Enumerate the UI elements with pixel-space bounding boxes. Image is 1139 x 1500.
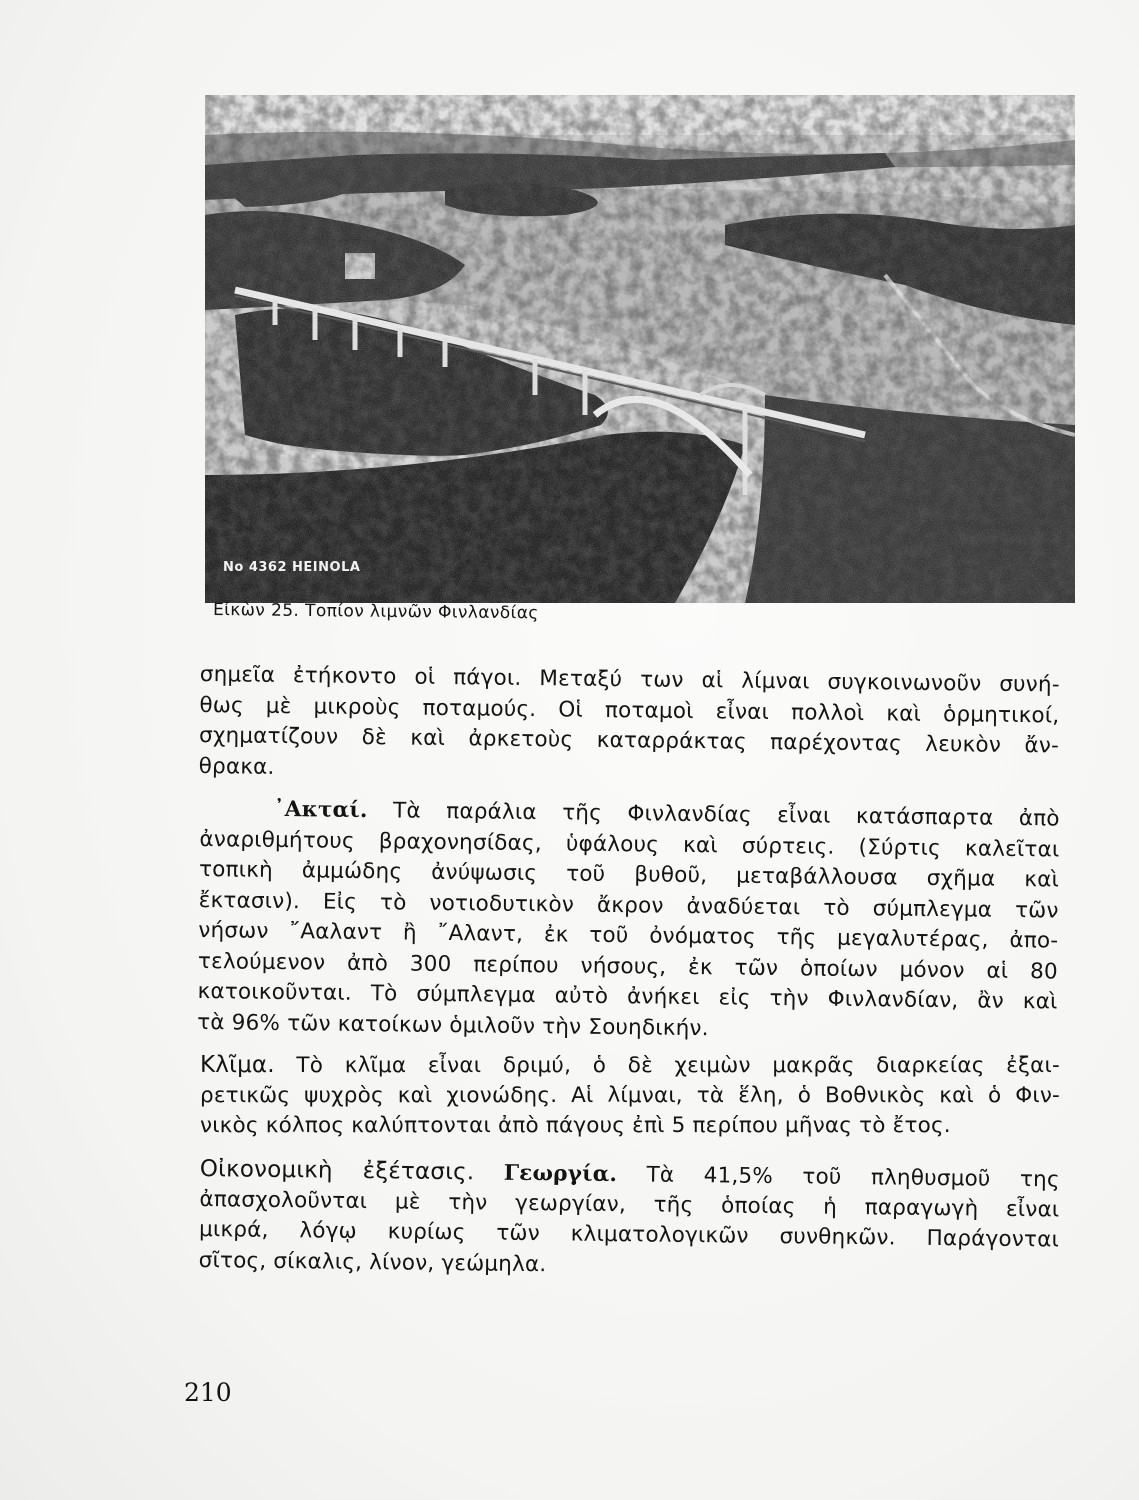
body-text	[197, 660, 1060, 1288]
figure-caption: Εἰκὼν 25. Τοπίον λιμνῶν Φινλανδίας	[212, 600, 539, 624]
subheading-agriculture: Γεωργία.	[503, 1160, 618, 1187]
photo-label: No 4362 HEINOLA	[223, 560, 361, 575]
page-number: 210	[184, 1378, 232, 1407]
section-heading-climate: Κλῖμα.	[200, 1052, 275, 1078]
section-heading-economy: Οἰκονομικὴ ἐξέτασις.	[199, 1155, 475, 1185]
text-line: τὰ 96% τῶν κατοίκων ὁμιλοῦν τὴν Σουηδικήν.	[197, 1009, 709, 1041]
text-line: σχηματίζουν δὲ καὶ ἀρκετοὺς καταρράκτας παρέχοντας λευκὸν ἄν-	[198, 722, 1060, 759]
text-line: σῖτος, σίκαλις, λίνον, γεώμηλα.	[198, 1246, 547, 1277]
text-line: νήσων ῎Ααλαντ ἢ ῎Αλαντ, ἐκ τοῦ ὀνόματος τῆς μεγαλυτέρας, ἀπο-	[198, 917, 1059, 954]
text-line: θως μὲ μικροὺς ποταμούς. Οἱ ποταμοὶ εἶναι πολλοὶ καὶ ὁρμητικοί,	[199, 692, 1060, 729]
text-line: σημεῖα ἐτήκοντο οἱ πάγοι. Μεταξύ των αἱ λίμναι συγκοινωνοῦν συνή-	[199, 661, 1060, 698]
text-line: τοπικὴ ἀμμώδης ἀνύψωσις τοῦ βυθοῦ, μεταβάλλουσα σχῆμα καὶ	[198, 856, 1060, 893]
text-fragment: Τὰ 41,5% τοῦ πληθυσμοῦ της	[616, 1161, 1060, 1193]
paragraph-climate	[200, 1050, 1060, 1142]
text-line: ἔκτασιν). Εἰς τὸ νοτιοδυτικὸν ἄκρον ἀναδύεται τὸ σύμπλεγμα τῶν	[198, 887, 1059, 923]
text-line: μικρά, λόγῳ κυρίως τῶν κλιματολογικῶν συνθηκῶν. Παράγονται	[198, 1216, 1060, 1252]
text-line: ρετικῶς ψυχρὸς καὶ χιονώδης. Αἱ λίμναι, τὰ ἕλη, ὁ Βοθνικὸς καὶ ὁ Φιν-	[200, 1082, 1060, 1108]
paragraph-coasts	[197, 794, 1060, 1048]
text-line	[200, 1050, 1060, 1081]
text-line: κατοικοῦνται. Τὸ σύμπλεγμα αὐτὸ ἀνήκει εἰς τὴν Φινλανδίαν, ἂν καὶ	[197, 978, 1058, 1015]
text-line: τελούμενον ἀπὸ 300 περίπου νήσους, ἐκ τῶν ὁποίων μόνον αἱ 80	[197, 948, 1059, 984]
paragraph-lakes	[199, 660, 1060, 792]
section-heading-coasts: ᾿Ακταί.	[273, 796, 368, 824]
text-line: ἀναριθμήτους βραχονησίδας, ὑφάλους καὶ σύρτεις. (Σύρτις καλεῖται	[199, 826, 1060, 863]
figure-photo	[205, 95, 1075, 603]
text-fragment: Τὸ κλῖμα εἶναι δριμύ, ὁ δὲ χειμὼν μακρᾶς διαρκείας ἐξαι-	[274, 1053, 1060, 1078]
aerial-photo-lake-bridge	[205, 95, 1075, 603]
text-line: νικὸς κόλπος καλύπτονται ἀπὸ πάγους ἐπὶ 5 περίπου μῆνας τὸ ἔτος.	[200, 1113, 951, 1138]
text-line: ἀπασχολοῦνται μὲ τὴν γεωργίαν, τῆς ὁποίας ἡ παραγωγὴ εἶναι	[199, 1185, 1060, 1222]
text-fragment: Τὰ παράλια τῆς Φινλανδίας εἶναι κατάσπαρτα ἀπὸ	[367, 798, 1060, 832]
text-line: θρακα.	[198, 753, 275, 780]
paragraph-economy	[199, 1154, 1060, 1286]
